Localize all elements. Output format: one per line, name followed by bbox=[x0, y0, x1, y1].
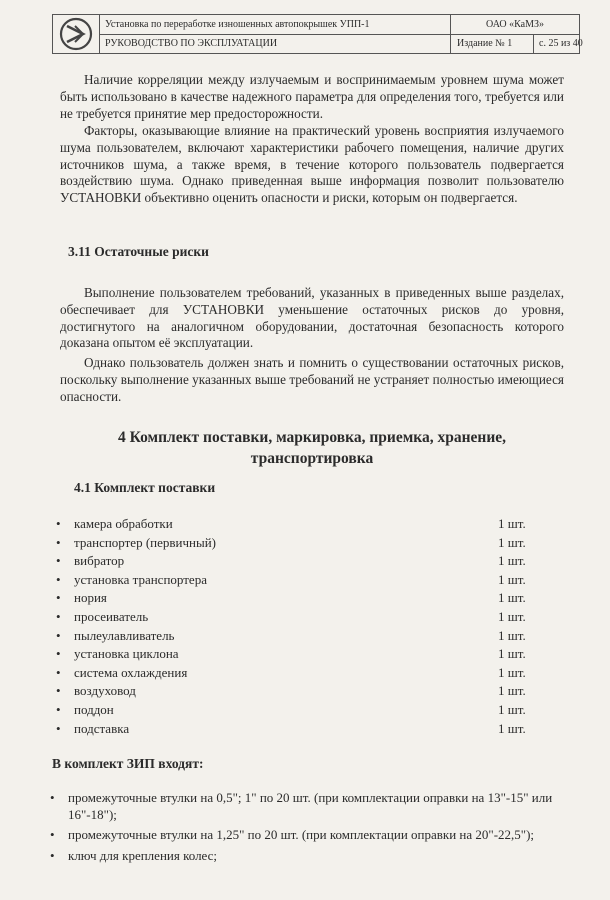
company-logo bbox=[53, 15, 100, 53]
list-item: • ключ для крепления колес; bbox=[50, 847, 218, 863]
list-item: • установка циклона 1 шт. bbox=[56, 646, 526, 662]
section-heading-4-1: 4.1 Комплект поставки bbox=[74, 480, 216, 495]
header-doc-type: РУКОВОДСТВО ПО ЭКСПЛУАТАЦИИ bbox=[99, 34, 451, 53]
paragraph-noise-correlation: Наличие корреляции между излучаемым и воспринимаемым уровнем шума может быть использовано в качестве надежного параметра для определения того, требуется или не требуется принятие мер предосторожности. bbox=[60, 72, 564, 121]
list-item: • промежуточные втулки на 0,5"; 1" по 20 шт. (при комплектации оправки на 13"-15" или 16"-18"); bbox=[50, 790, 553, 822]
list-item: • поддон 1 шт. bbox=[56, 701, 526, 717]
header-company: ОАО «КаМЗ» bbox=[485, 19, 545, 30]
list-item: • вибратор 1 шт. bbox=[56, 553, 526, 569]
list-item: • промежуточные втулки на 1,25" по 20 шт. (при комплектации оправки на 20"-22,5"); bbox=[50, 827, 535, 842]
list-item: • камера обработки 1 шт. bbox=[56, 516, 526, 531]
paragraph-residual-risks: Выполнение пользователем требований, указанных в приведенных выше разделах, обеспечивает для УСТАНОВКИ уменьшение остаточных рисков до уровня, достигнутого на аналогичном оборудовании, достаточная безопасность которого доказана опытом её эксплуатации. bbox=[60, 285, 564, 351]
list-item: • воздуховод 1 шт. bbox=[56, 683, 526, 699]
list-item: • транспортер (первичный) 1 шт. bbox=[56, 534, 526, 550]
section-heading-4: 4 Комплект поставки, маркировка, приемка, хранение, транспортировка bbox=[117, 429, 507, 467]
section-heading-3-11: 3.11 Остаточные риски bbox=[68, 244, 209, 259]
paragraph-noise-factors: Факторы, оказывающие влияние на практический уровень восприятия излучаемого шума пользователем, включают характеристики рабочего помещения, наличие других источников шума, а также время, в течение которого пользователь подвергается воздействию шума. Однако приведенная выше информация позволит пользователю УСТАНОВКИ объективно оценить опасности и риски, которым он подвергается. bbox=[60, 123, 564, 206]
list-item: • подставка 1 шт. bbox=[56, 720, 526, 736]
list-item: • пылеулавливатель 1 шт. bbox=[56, 627, 526, 643]
header-edition: Издание № 1 bbox=[457, 38, 513, 49]
list-item: • нория 1 шт. bbox=[56, 590, 526, 606]
header-product: Установка по переработке изношенных автопокрышек УПП-1 bbox=[99, 15, 451, 34]
document-header bbox=[52, 14, 583, 54]
header-page-number: с. 25 из 40 bbox=[539, 38, 583, 49]
delivery-list bbox=[56, 515, 536, 738]
zip-list bbox=[50, 790, 560, 868]
list-item: • система охлаждения 1 шт. bbox=[56, 664, 526, 680]
paragraph-residual-awareness: Однако пользователь должен знать и помнить о существовании остаточных рисков, поскольку выполнение указанных выше требований не устраняет полностью имеющиеся опасности. bbox=[60, 355, 564, 404]
list-item: • просеиватель 1 шт. bbox=[56, 608, 526, 624]
list-item: • установка транспортера 1 шт. bbox=[56, 571, 526, 587]
zip-heading: В комплект ЗИП входят: bbox=[52, 756, 204, 771]
